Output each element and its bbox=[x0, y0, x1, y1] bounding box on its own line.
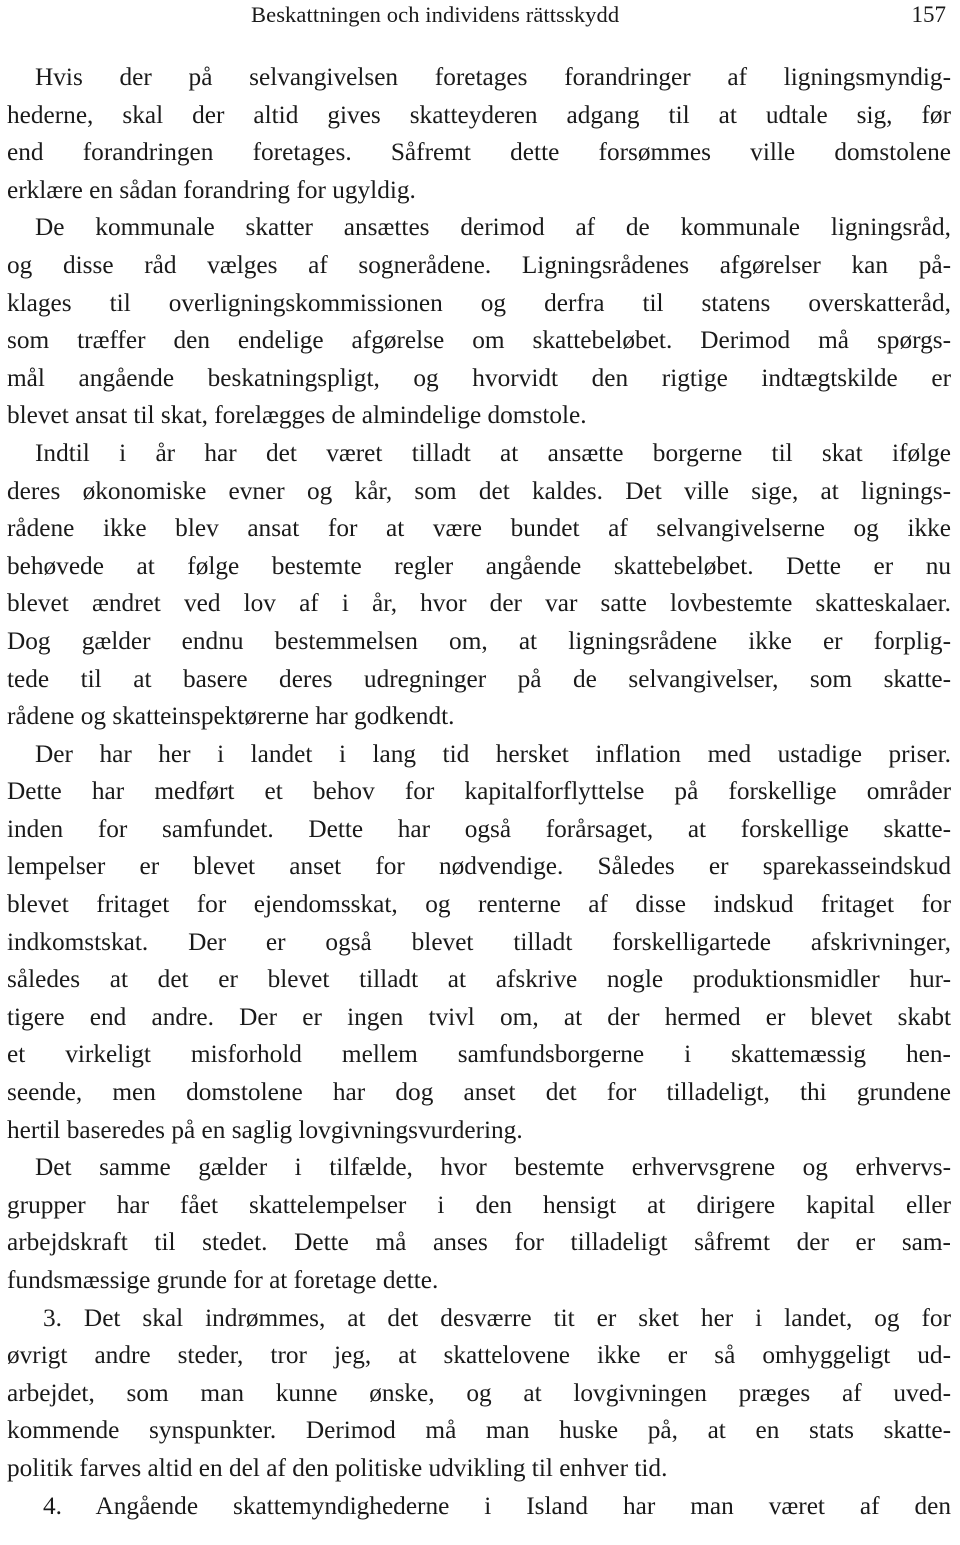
text-line: Det samme gælder i tilfælde, hvor bestemte erhvervsgrene og erhvervs- bbox=[35, 1153, 951, 1182]
text-line: blevet ændret ved lov af i år, hvor der var satte lovbestemte skatteskalaer. bbox=[7, 589, 951, 618]
text-line: 4. Angående skattemyndighederne i Island har man været af den bbox=[43, 1491, 951, 1520]
text-line: grupper har fået skattelempelser i den hensigt at dirigere kapital eller bbox=[7, 1190, 951, 1219]
text-line: Indtil i år har det været tilladt at ansætte borgerne til skat ifølge bbox=[35, 438, 951, 467]
page-header bbox=[0, 0, 960, 30]
text-line: end forandringen foretages. Såfremt dette forsømmes ville domstolene bbox=[7, 138, 951, 167]
text-line: De kommunale skatter ansættes derimod af de kommunale ligningsråd, bbox=[35, 213, 951, 242]
body-text bbox=[7, 59, 951, 1525]
text-line: rådene og skatteinspektørerne har godkendt. bbox=[7, 702, 455, 731]
running-title: Beskattningen och individens rättsskydd bbox=[251, 2, 620, 27]
text-line: rådene ikke blev ansat for at være bundet af selvangivelserne og ikke bbox=[7, 514, 951, 543]
text-line: kommende synspunkter. Derimod må man huske på, at en stats skatte- bbox=[7, 1416, 951, 1445]
text-line: hertil baseredes på en saglig lovgivningsvurdering. bbox=[7, 1115, 523, 1144]
text-line: arbejdet, som man kunne ønske, og at lovgivningen præges af uved- bbox=[7, 1378, 951, 1407]
text-line: Dog gælder endnu bestemmelsen om, at ligningsrådene ikke er forplig- bbox=[7, 626, 951, 655]
text-line: Der har her i landet i lang tid hersket inflation med ustadige priser. bbox=[35, 739, 951, 768]
text-line: behøvede at følge bestemte regler angående skattebeløbet. Dette er nu bbox=[7, 551, 951, 580]
text-line: deres økonomiske evner og kår, som det kaldes. Det ville sige, at lignings- bbox=[7, 476, 951, 505]
page-number: 157 bbox=[911, 2, 946, 27]
text-line: blevet ansat til skat, forelægges de almindelige domstole. bbox=[7, 401, 587, 430]
text-line: arbejdskraft til stedet. Dette må anses for tilladeligt såfremt der er sam- bbox=[7, 1228, 951, 1257]
text-line: således at det er blevet tilladt at afskrive nogle produktionsmidler hur- bbox=[7, 965, 951, 994]
text-line: tede til at basere deres udregninger på de selvangivelser, som skatte- bbox=[7, 664, 951, 693]
text-line: et virkeligt misforhold mellem samfundsborgerne i skattemæssig hen- bbox=[7, 1040, 951, 1069]
text-line: som træffer den endelige afgørelse om skattebeløbet. Derimod må spørgs- bbox=[7, 326, 951, 355]
text-line: og disse råd vælges af sognerådene. Ligningsrådenes afgørelser kan på- bbox=[7, 250, 951, 279]
text-line: klages til overligningskommissionen og derfra til statens overskatteråd, bbox=[7, 288, 951, 317]
text-line: øvrigt andre steder, tror jeg, at skattelovene ikke er så omhyggeligt ud- bbox=[7, 1341, 951, 1370]
text-line: Hvis der på selvangivelsen foretages forandringer af ligningsmyndig- bbox=[35, 63, 951, 91]
text-line: fundsmæssige grunde for at foretage dette. bbox=[7, 1266, 439, 1294]
text-line: inden for samfundet. Dette har også forårsaget, at forskellige skatte- bbox=[7, 814, 951, 843]
text-line: blevet fritaget for ejendomsskat, og renterne af disse indskud fritaget for bbox=[7, 890, 951, 919]
text-line: seende, men domstolene har dog anset det for tilladeligt, thi grundene bbox=[7, 1078, 951, 1107]
text-line: indkomstskat. Der er også blevet tilladt forskelligartede afskrivninger, bbox=[7, 927, 951, 956]
text-line: lempelser er blevet anset for nødvendige. Således er sparekasseindskud bbox=[7, 852, 951, 881]
text-line: erklære en sådan forandring for ugyldig. bbox=[7, 175, 416, 204]
text-line: politik farves altid en del af den politiske udvikling til enhver tid. bbox=[7, 1453, 668, 1482]
text-line: mål angående beskatningspligt, og hvorvidt den rigtige indtægtskilde er bbox=[7, 363, 951, 392]
text-line: Dette har medført et behov for kapitalforflyttelse på forskellige områder bbox=[7, 777, 951, 806]
text-line: 3. Det skal indrømmes, at det desværre tit er sket her i landet, og for bbox=[43, 1303, 951, 1332]
text-line: hederne, skal der altid gives skatteyderen adgang til at udtale sig, før bbox=[7, 100, 951, 129]
text-line: tigere end andre. Der er ingen tvivl om, at der hermed er blevet skabt bbox=[7, 1002, 951, 1031]
